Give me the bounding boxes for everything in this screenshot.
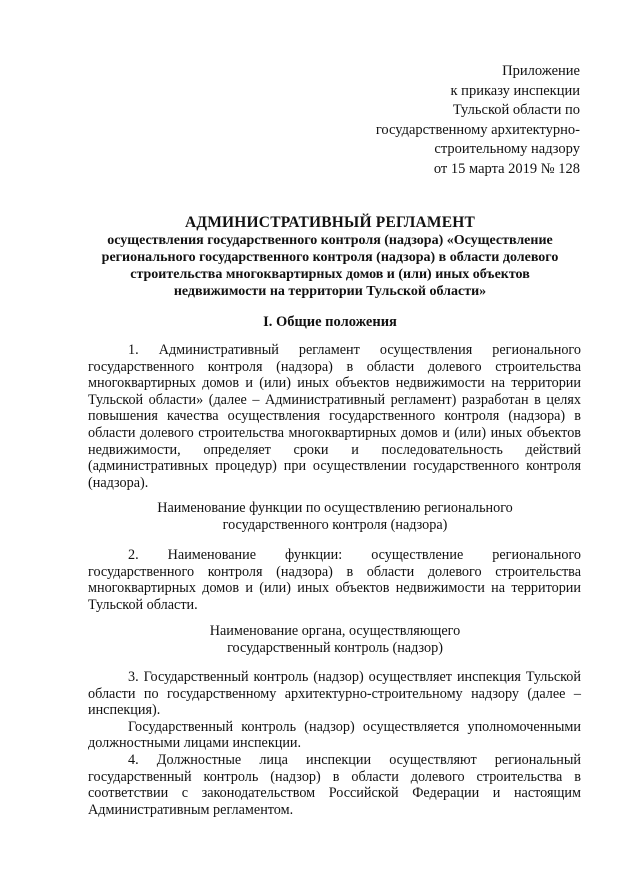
paragraph-text: 2. Наименование функции: осуществление регионального государственного контроля (надзора) в области долевого строительства многоквартирных домов и (или) иных объектов недвижимости на территории Тульской области. (88, 547, 581, 613)
title-line: регионального государственного контроля (надзора) в области долевого (101, 250, 559, 265)
main-title: АДМИНИСТРАТИВНЫЙ РЕГЛАМЕНТ (184, 214, 476, 231)
title-line: недвижимости на территории Тульской области» (173, 284, 487, 299)
paragraph-3-4 (88, 669, 581, 818)
section-heading: I. Общие положения (263, 314, 397, 330)
subheading-line: государственного контроля (надзора) (222, 517, 448, 533)
paragraph-text: 4. Должностные лица инспекции осуществляют региональный государственный контроль (надзор) в области долевого строительства в соответствии с законодательством Российской Федерации и настоящим Административным регламентом. (88, 751, 581, 818)
title-line: осуществления государственного контроля (надзора) «Осуществление (107, 233, 553, 248)
paragraph-text: 1. Административный регламент осуществления регионального государственного контроля (надзора) в области долевого строительства многоквартирных домов и (или) иных объектов недвижимости на территории Тульской области» (далее – Административный регламент) разработан в целях повышения качества осуществления государственного контроля (надзора) в области долевого строительства многоквартирных домов и (или) иных объектов недвижимости, определяет сроки и последовательность действий (административных процедур) при осуществлении государственного контроля (надзора). (88, 342, 581, 491)
appendix-line: Тульской области по (452, 102, 580, 118)
paragraph-text: Государственный контроль (надзор) осуществляется уполномоченными должностными лицами инспекции. (88, 718, 581, 752)
appendix-line: к приказу инспекции (450, 82, 580, 99)
paragraph-1 (88, 342, 581, 491)
subheading-line: Наименование органа, осуществляющего (209, 623, 461, 639)
appendix-line: государственному архитектурно- (375, 121, 580, 138)
paragraph-text: 3. Государственный контроль (надзор) осуществляет инспекция Тульской области по государственному архитектурно-строительному надзору (далее – инспекция). (88, 669, 581, 719)
appendix-line: от 15 марта 2019 № 128 (433, 160, 580, 177)
subheading-line: Наименование функции по осуществлению регионального (157, 500, 513, 516)
title-line: строительства многоквартирных домов и (или) иных объектов (130, 267, 530, 282)
subheading-function-name (80, 500, 590, 534)
appendix-line: строительному надзору (434, 141, 580, 157)
paragraph-2 (88, 547, 581, 613)
appendix-block (350, 62, 580, 179)
document-title (80, 214, 580, 300)
subheading-authority-name (80, 623, 590, 657)
appendix-line: Приложение (502, 63, 580, 79)
subheading-line: государственный контроль (надзор) (227, 640, 443, 656)
